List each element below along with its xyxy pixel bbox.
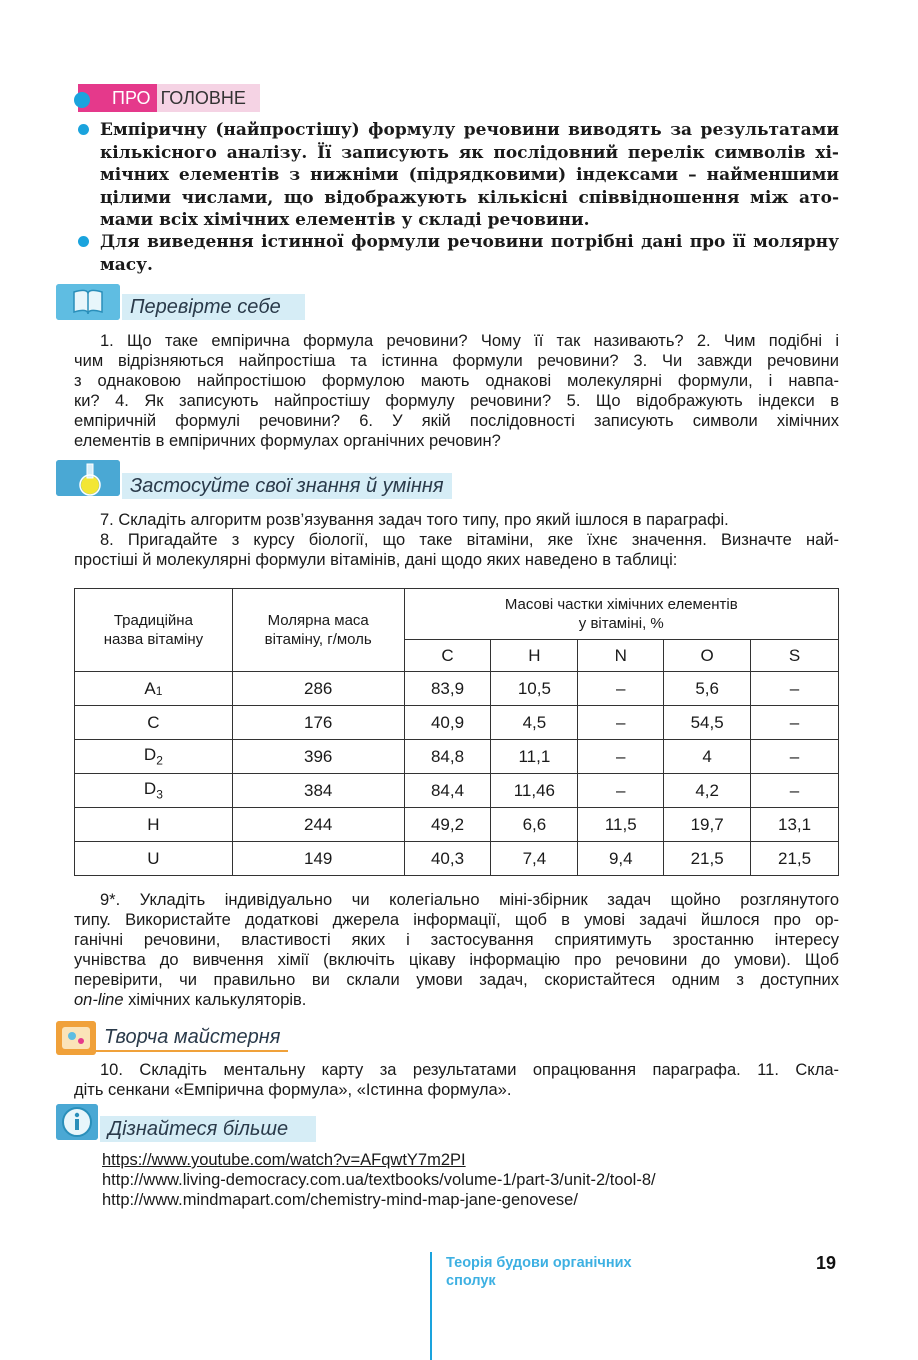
cell: 6,6 bbox=[491, 808, 578, 842]
header-vitamin-name: Традиційна назва вітаміну bbox=[75, 589, 233, 672]
cell: – bbox=[751, 740, 839, 774]
molar-mass: 286 bbox=[232, 672, 404, 706]
flask-icon bbox=[56, 460, 120, 496]
link-living-democracy[interactable]: http://www.living-democracy.com.ua/textbooks/volume-1/part-3/unit-2/tool-8/ bbox=[102, 1171, 656, 1189]
footer-divider bbox=[430, 1252, 432, 1360]
text-line: сполук bbox=[446, 1273, 496, 1289]
text-line: 7. Складіть алгоритм розв’язування задач того типу, про який ішлося в параграфі. bbox=[100, 511, 729, 529]
molar-mass: 176 bbox=[232, 706, 404, 740]
vitamin-name: C bbox=[75, 706, 233, 740]
pro-label: ПРО bbox=[78, 84, 157, 112]
element-c: C bbox=[404, 640, 491, 672]
page-number: 19 bbox=[816, 1253, 837, 1273]
table-row bbox=[75, 842, 839, 876]
palette-icon bbox=[56, 1021, 96, 1055]
footer-chapter-title bbox=[446, 1254, 632, 1290]
apply-tasks bbox=[74, 510, 839, 570]
molar-mass: 384 bbox=[232, 774, 404, 808]
cell: 5,6 bbox=[664, 672, 751, 706]
link-mindmapart[interactable]: http://www.mindmapart.com/chemistry-mind-map-jane-genovese/ bbox=[102, 1191, 578, 1209]
cell: 4,5 bbox=[491, 706, 578, 740]
cell: 49,2 bbox=[404, 808, 491, 842]
text-line: учнівства до вивчення хімії (включіть цікаву інформацію про речовини до умови). Щоб bbox=[74, 951, 839, 969]
cell: 19,7 bbox=[664, 808, 751, 842]
table-row bbox=[75, 774, 839, 808]
text-line: ганічні речовини, властивості яких і застосування сприятимуть зростанню інтересу bbox=[74, 931, 839, 949]
text-line: мами всіх хімічних елементів у складі речовини. bbox=[100, 210, 590, 230]
cell: – bbox=[578, 672, 664, 706]
cell: 11,1 bbox=[491, 740, 578, 774]
table-row bbox=[75, 808, 839, 842]
text-line: on-line хімічних калькуляторів. bbox=[74, 991, 307, 1009]
molar-mass: 244 bbox=[232, 808, 404, 842]
bullet-circle-icon bbox=[74, 92, 90, 108]
cell: 4 bbox=[664, 740, 751, 774]
section-title-apply: Застосуйте свої знання й уміння bbox=[122, 473, 452, 499]
vitamin-name: U bbox=[75, 842, 233, 876]
molar-mass: 149 bbox=[232, 842, 404, 876]
text-line: Емпіричну (найпростішу) формулу речовини виводять за результатами bbox=[100, 120, 839, 140]
task-9 bbox=[74, 890, 839, 1010]
vitamin-table bbox=[74, 588, 839, 876]
summary-bullet-2 bbox=[100, 231, 839, 276]
cell: – bbox=[751, 672, 839, 706]
cell: – bbox=[578, 774, 664, 808]
text-line: масу. bbox=[100, 254, 153, 275]
element-o: O bbox=[664, 640, 751, 672]
cell: 4,2 bbox=[664, 774, 751, 808]
element-n: N bbox=[578, 640, 664, 672]
link-youtube[interactable]: https://www.youtube.com/watch?v=AFqwtY7m2PI bbox=[102, 1151, 466, 1169]
summary-bullet-1 bbox=[100, 119, 839, 232]
open-book-icon bbox=[56, 284, 120, 320]
cell: 7,4 bbox=[491, 842, 578, 876]
table-row bbox=[75, 706, 839, 740]
section-title-learn: Дізнайтеся більше bbox=[100, 1116, 316, 1142]
section-title-creative: Творча майстерня bbox=[96, 1024, 288, 1052]
element-h: H bbox=[491, 640, 578, 672]
header-mass-fractions: Масові частки хімічних елементів у вітаміні, % bbox=[404, 589, 838, 640]
text-line: перевірити, чи правильно ви склали умови задач, скористайтеся одним з доступних bbox=[74, 971, 839, 989]
vitamin-name: $D_3$ bbox=[75, 774, 233, 808]
cell: 54,5 bbox=[664, 706, 751, 740]
cell: 84,8 bbox=[404, 740, 491, 774]
cell: 21,5 bbox=[664, 842, 751, 876]
text-line: ки? 4. Як записують найпростішу формулу речовини? 5. Що відображують індекси в bbox=[74, 392, 839, 410]
main-label: ГОЛОВНЕ bbox=[157, 84, 260, 112]
text-line: Для виведення істинної формули речовини потрібні дані про її молярну bbox=[100, 232, 839, 252]
cell: 21,5 bbox=[751, 842, 839, 876]
vitamin-name: $D_2$ bbox=[75, 740, 233, 774]
cell: 13,1 bbox=[751, 808, 839, 842]
table-row bbox=[75, 672, 839, 706]
bullet-icon bbox=[78, 124, 89, 135]
text-line: Теорія будови органічних bbox=[446, 1255, 632, 1271]
text-line: мічних елементів з нижніми (підрядковими) індексами – найменшими bbox=[100, 165, 839, 185]
text-line: 9*. Укладіть індивідуально чи колегіально міні-збірник задач щойно розглянутого bbox=[100, 891, 839, 909]
section-title-check: Перевірте себе bbox=[122, 294, 305, 320]
header-molar-mass: Молярна маса вітаміну, г/моль bbox=[232, 589, 404, 672]
table-header-row bbox=[75, 589, 839, 640]
cell: 83,9 bbox=[404, 672, 491, 706]
text-line: цілими числами, що відображують кількісні співвідношення між ато- bbox=[100, 187, 839, 208]
cell: 10,5 bbox=[491, 672, 578, 706]
check-questions bbox=[74, 331, 839, 451]
vitamin-name: A1 bbox=[75, 672, 233, 706]
text-line: елементів в емпіричних формулах органічних речовин? bbox=[74, 432, 501, 450]
cell: 84,4 bbox=[404, 774, 491, 808]
cell: – bbox=[578, 706, 664, 740]
text-line: типу. Використайте додаткові джерела інформації, щоб в умові задачі йшлося про ор- bbox=[74, 911, 839, 929]
learn-links bbox=[102, 1150, 842, 1210]
cell: 11,5 bbox=[578, 808, 664, 842]
cell: – bbox=[578, 740, 664, 774]
text-line: емпіричній формулі речовини? 6. У якій послідовності записують символи хімічних bbox=[74, 412, 839, 430]
cell: – bbox=[751, 774, 839, 808]
text-line: чим відрізняються найпростіша та істинна формули речовини? 3. Чи завжди речовини bbox=[74, 352, 839, 370]
pro-header bbox=[78, 84, 260, 112]
cell: 40,3 bbox=[404, 842, 491, 876]
text-line: кількісного аналізу. Її записують як послідовний перелік символів хі- bbox=[100, 142, 839, 163]
text-line: простіші й молекулярні формули вітамінів, дані щодо яких наведено в таблиці: bbox=[74, 551, 678, 569]
bullet-icon bbox=[78, 236, 89, 247]
cell: – bbox=[751, 706, 839, 740]
text-line: з однаковою найпростішою формулою мають однакові молекулярні формули, і навпа- bbox=[74, 372, 839, 390]
creative-tasks bbox=[74, 1060, 839, 1100]
molar-mass: 396 bbox=[232, 740, 404, 774]
cell: 9,4 bbox=[578, 842, 664, 876]
text-line: 10. Складіть ментальну карту за результатами опрацювання параграфа. 11. Скла- bbox=[100, 1061, 839, 1079]
cell: 11,46 bbox=[491, 774, 578, 808]
vitamin-name: H bbox=[75, 808, 233, 842]
table-row bbox=[75, 740, 839, 774]
text-line: діть сенкани «Емпірична формула», «Істинна формула». bbox=[74, 1081, 512, 1099]
element-s: S bbox=[751, 640, 839, 672]
text-line: 1. Що таке емпірична формула речовини? Чому її так називають? 2. Чим подібні і bbox=[100, 332, 839, 350]
text-line: 8. Пригадайте з курсу біології, що таке вітаміни, яке їхнє значення. Визначте най- bbox=[100, 531, 839, 549]
info-icon bbox=[56, 1104, 98, 1140]
cell: 40,9 bbox=[404, 706, 491, 740]
